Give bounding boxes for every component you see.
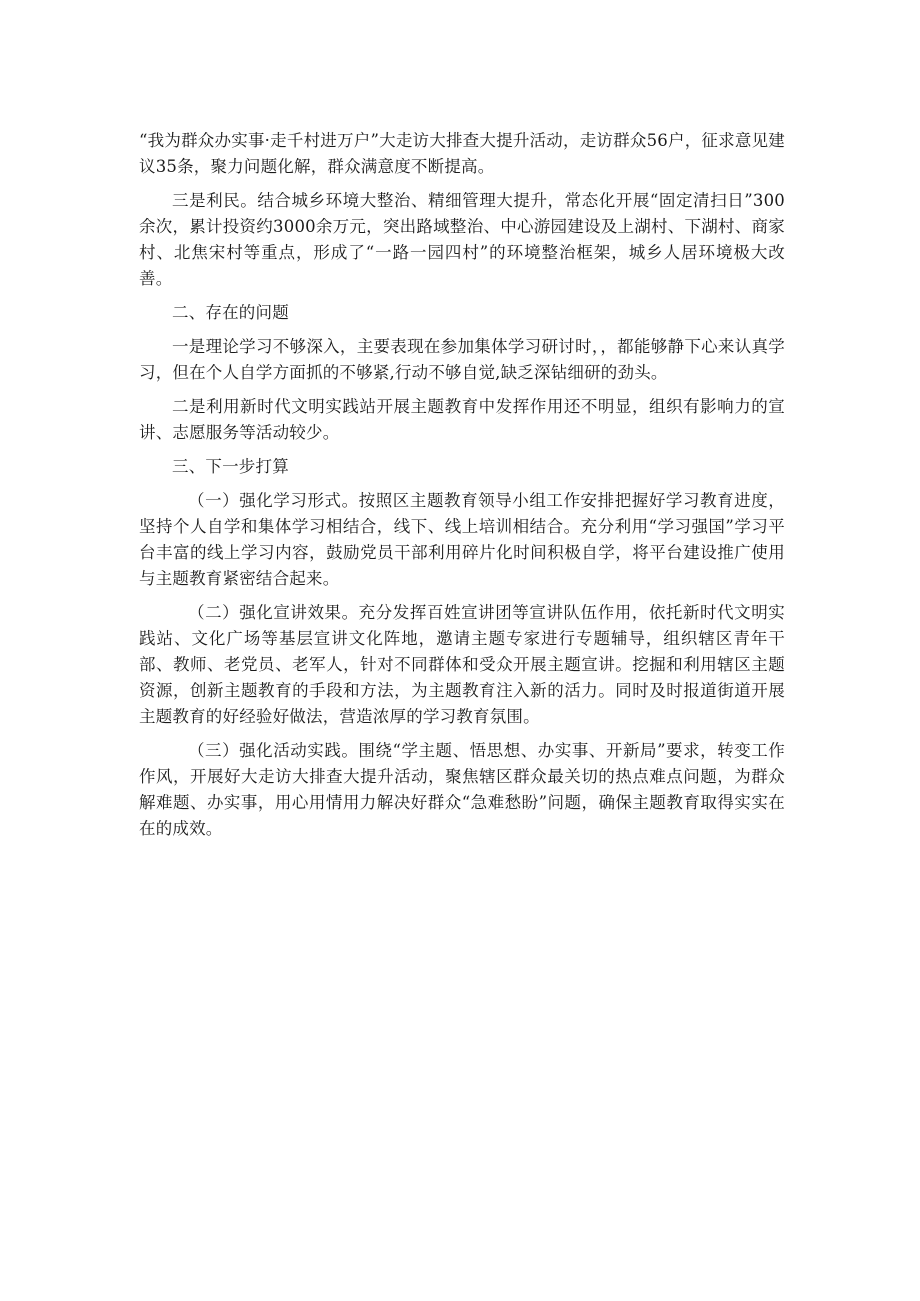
section-heading-next-steps: 三、下一步打算 [172, 457, 289, 476]
paragraph-strengthen-lectures: （二）强化宣讲效果。充分发挥百姓宣讲团等宣讲队伍作用，依托新时代文明实践站、文化广场等基层宣讲文化阵地，邀请主题专家进行专题辅导，组织辖区青年干部、教师、老党员、老军人，针对不同群体和受众开展主题宣讲。挖掘和利用辖区主题资源，创新主题教育的手段和方法，为主题教育注入新的活力。同时及时报道街道开展主题教育的好经验好做法，营造浓厚的学习教育氛围。 [139, 603, 785, 726]
paragraph-strengthen-study: （一）强化学习形式。按照区主题教育领导小组工作安排把握好学习教育进度，坚持个人自学和集体学习相结合，线下、线上培训相结合。充分利用“学习强国”学习平台丰富的线上学习内容，鼓励党员干部利用碎片化时间积极自学，将平台建设推广使用与主题教育紧密结合起来。 [139, 491, 785, 588]
section-heading-problems: 二、存在的问题 [172, 303, 289, 322]
paragraph-problem-practice-station: 二是利用新时代文明实践站开展主题教育中发挥作用还不明显，组织有影响力的宣讲、志愿服务等活动较少。 [139, 397, 785, 442]
document-body [139, 128, 785, 842]
paragraph-problem-theory-study: 一是理论学习不够深入，主要表现在参加集体学习研讨时，，都能够静下心来认真学习，但在个人自学方面抓的不够紧,行动不够自觉,缺乏深钻细研的劲头。 [139, 337, 785, 382]
paragraph-benefit-people: 三是利民。结合城乡环境大整治、精细管理大提升，常态化开展“固定清扫日”300余次，累计投资约3000余万元，突出路域整治、中心游园建设及上湖村、下湖村、商家村、北焦宋村等重点，形成了“一路一园四村”的环境整治框架，城乡人居环境极大改善。 [139, 191, 785, 288]
paragraph-strengthen-practice: （三）强化活动实践。围绕“学主题、悟思想、办实事、开新局”要求，转变工作作风，开展好大走访大排查大提升活动，聚焦辖区群众最关切的热点难点问题，为群众解难题、办实事，用心用情用力解决好群众“急难愁盼”问题，确保主题教育取得实实在在的成效。 [139, 741, 785, 838]
paragraph-continuation-survey: “我为群众办实事·走千村进万户”大走访大排查大提升活动，走访群众56户，征求意见建议35条，聚力问题化解，群众满意度不断提高。 [139, 131, 785, 176]
